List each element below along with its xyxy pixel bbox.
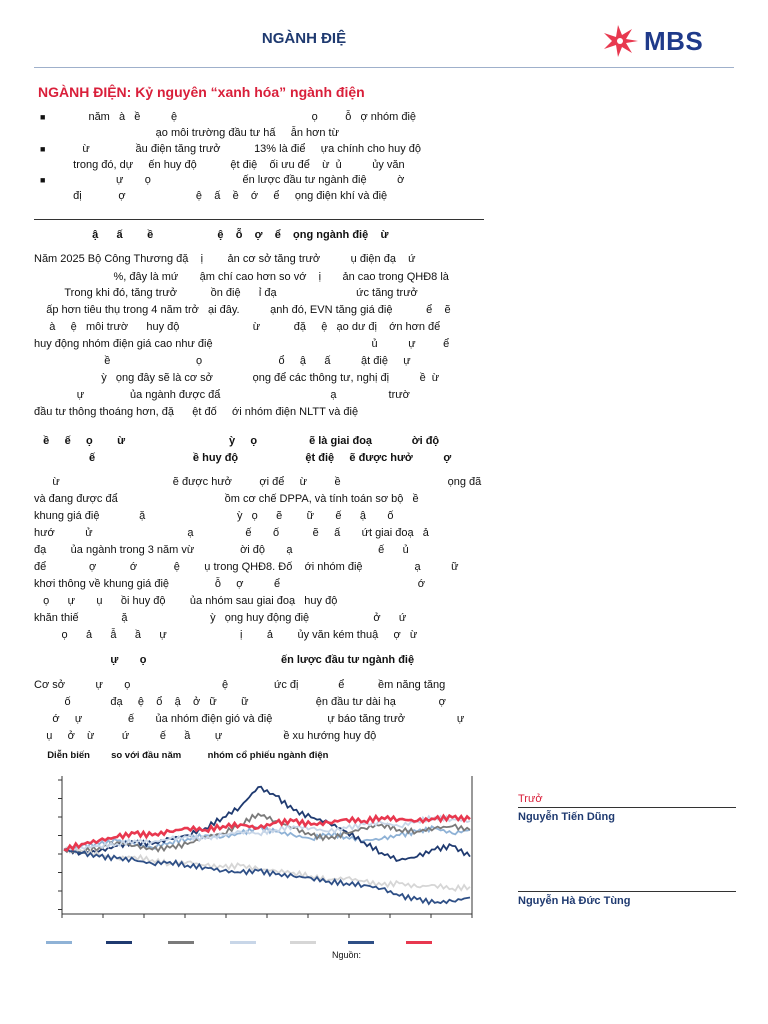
para-line: huy động nhóm điện giá cao như điệ ủ ự ể <box>34 338 450 350</box>
header-title: NGÀNH ĐIỆ <box>261 30 347 47</box>
para-line: Trong khi đó, tăng trưở ồn điệ ỉ đạ ức tăng trưở <box>34 287 418 299</box>
analyst-rule <box>518 807 736 808</box>
analyst-name: Nguyễn Hà Đức Tùng <box>518 895 631 907</box>
bullet-1-line-1: năm à ề ệ ọ ỗ ợ nhóm điệ <box>64 111 416 123</box>
analyst-role: Trưở <box>518 793 543 805</box>
bullet-marker: ■ <box>40 144 46 154</box>
legend-swatch <box>106 941 132 944</box>
bullet-1-line-2: ạo môi trường đầu tư hấ ẫn hơn từ <box>64 127 339 139</box>
para-line: ụ ở ừ ứ ế ầ ự ề xu hướng huy độ <box>34 730 377 742</box>
analyst-rule <box>518 891 736 892</box>
section-divider <box>34 219 484 220</box>
chart-source: Nguồn: <box>332 950 362 960</box>
para-line: và đang được đẩ ồm cơ chế DPPA, và tính toán sơ bộ ề <box>34 493 419 505</box>
document-title: NGÀNH ĐIỆN: Kỷ nguyên “xanh hóa” ngành điện <box>38 84 365 100</box>
bullet-3-line-2: đị ợ ệ ấ ề ớ ể ọng điện khí và điệ <box>64 190 388 202</box>
bullet-marker: ■ <box>40 112 46 122</box>
bullet-marker: ■ <box>40 175 46 185</box>
legend-swatch <box>348 941 374 944</box>
section-2-heading: ề ế ọ ừ ỳ ọ ẽ là giai đoạ ời độ <box>34 435 440 447</box>
legend-swatch <box>290 941 316 944</box>
para-line: đầu tư thông thoáng hơn, đặ ệt đố ới nhóm điện NLTT và điệ <box>34 406 359 418</box>
para-line: khơi thông về khung giá điệ ỗ ợ ể ớ <box>34 578 425 590</box>
para-line: ớ ự ế ủa nhóm điện gió và điệ ự báo tăng trưở ự <box>34 713 465 725</box>
para-line: ọ ả ẫ ầ ự ị ả ủy văn kém thuậ ợ ừ <box>34 629 418 641</box>
para-line: Cơ sở ự ọ ệ ức đị ể ềm năng tăng <box>34 679 446 691</box>
para-line: để ợ ớ ệ ụ trong QHĐ8. Đố ới nhóm điệ ạ ữ <box>34 561 459 573</box>
legend-swatch <box>46 941 72 944</box>
para-line: hướ ử ạ ế ố ẽ ấ ứt giai đoạ ả <box>34 527 429 539</box>
para-line: đạ ủa ngành trong 3 năm vừ ời độ ạ ế ủ <box>34 544 409 556</box>
para-line: khung giá điệ ặ ỳ ọ ẽ ữ ế ậ ố <box>34 510 394 522</box>
para-line: %, đây là mứ ậm chí cao hơn so vớ ị ản cao trong QHĐ8 là <box>34 271 449 283</box>
para-line: ề ọ ổ ậ ấ ật điệ ự <box>34 355 411 367</box>
para-line: à ệ môi trườ huy độ ừ đặ ệ ạo dư đị ớn hơn để <box>34 321 441 333</box>
section-3-heading: ự ọ ến lược đầu tư ngành điệ <box>34 654 415 666</box>
para-line: ự ủa ngành được đẩ ạ trườ <box>34 389 410 401</box>
bullet-2-line-1: ừ ầu điện tăng trưở 13% là điể ựa chính cho huy độ <box>64 143 422 155</box>
para-line: ỳ ọng đây sẽ là cơ sở ọng để các thông tư, nghị đị ề ừ <box>34 372 440 384</box>
brand-name: MBS <box>644 26 704 56</box>
para-line: ố đạ ệ ổ ậ ở ữ ữ ện đầu tư dài hạ ợ <box>34 696 446 708</box>
analyst-name: Nguyễn Tiến Dũng <box>518 811 615 823</box>
para-line: ọ ự ụ ồi huy độ ủa nhóm sau giai đoạ huy độ <box>34 595 338 607</box>
chart-series-group <box>64 787 470 904</box>
bullet-3-line-1: ự ọ ến lược đầu tư ngành điệ ờ <box>64 174 405 186</box>
chart-series-line <box>64 826 470 849</box>
mbs-logo <box>600 23 740 59</box>
chart-title: Diễn biến so với đầu năm nhóm cổ phiếu ngành điện <box>34 750 329 761</box>
performance-chart <box>30 770 480 930</box>
header-rule <box>34 67 734 68</box>
section-1-heading: ậ ấ ề ệ ỗ ợ ể ọng ngành điệ ừ <box>34 229 389 241</box>
legend-swatch <box>406 941 432 944</box>
bullet-2-line-2: trong đó, dự ến huy độ ệt điệ ối ưu để ừ ủ ủy văn <box>64 159 405 171</box>
para-line: Năm 2025 Bộ Công Thương đặ ị ản cơ sở tăng trưở ụ điện đạ ứ <box>34 253 416 265</box>
star-icon <box>600 23 644 59</box>
legend-swatch <box>230 941 256 944</box>
para-line: ừ ẽ được hưở ợi để ừ ề ọng đã <box>34 476 482 488</box>
para-line: khăn thiế ặ ỳ ọng huy động điệ ở ứ <box>34 612 407 624</box>
legend-swatch <box>168 941 194 944</box>
section-2-heading-cont: ế ề huy độ ệt điệ ẽ được hưở ợ <box>34 452 452 464</box>
para-line: ấp hơn tiêu thụ trong 4 năm trở ại đây. ạnh đó, EVN tăng giá điệ ể ẽ <box>34 304 451 316</box>
